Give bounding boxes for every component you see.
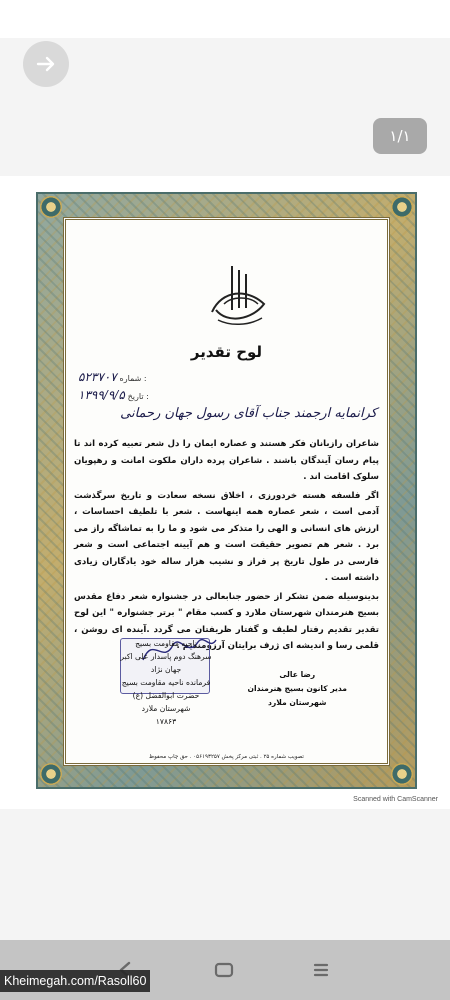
paragraph: شاعران رازبانان فکر هستند و عصاره ایمان را دل شعر تعبیه کرده اند تا پیام رسان آیندگان باشند . شاعران پرده داران ملکوت امانت و رهپویان سلوک اقامت اند . (74, 439, 379, 482)
menu-lines-icon (313, 962, 329, 978)
signer-left-line1: سرهنگ دوم پاسدار علی اکبر جهان نژاد (120, 652, 212, 674)
addressee: کرانمایه ارجمند جناب آقای رسول جهان رحمانی (120, 406, 377, 421)
calligraphy-emblem-icon (202, 260, 276, 332)
stamp-text: ناحیه مقاومت بسیج (135, 639, 197, 648)
date-row (74, 388, 149, 402)
date-value: ۱۳۹۹/۹/۵ (78, 388, 125, 402)
paragraph: اگر فلسفه هسته خردورزی ، اخلاق نسخه سعادت و تاریخ سرگذشت آدمی است ، شعر عصاره همه اینهاست . شعر با تلطیف احساسات ، ارزش های انسانی و الهی را متذکر می شود و ما را به تماشاگه راز می برد . شعر هم تصویر حقیقت است و هم آیینه اجتماعی است و شعر فارسی در طول تاریخ پر فراز و نشیب هزار ساله خود یادگاران زیادی داشته است . (74, 490, 379, 583)
arrow-right-icon (35, 53, 57, 75)
number-row (74, 370, 147, 384)
signer-left (118, 637, 214, 728)
signer-left-line2: فرمانده ناحیه مقاومت بسیج حضرت ابوالفضل (ع) (121, 678, 211, 700)
corner-ornament (391, 763, 413, 785)
page-counter: ۱/۱ (373, 118, 427, 154)
top-bar (0, 0, 450, 38)
paragraph: بدینوسیله ضمن تشکر از حضور جنابعالی در جشنواره شعر دفاع مقدس بسیج هنرمندان شهرستان ملارد و کسب مقام " برتر جشنواره " این لوح تقدیر تقدیم رفتار لطیف و گفتار ظریفتان می گردد .آینده ای روشن ، قلمی رسا و اندیشه ای ژرف برایتان آرزومندیم . (74, 591, 379, 651)
corner-ornament (40, 196, 62, 218)
certificate-body (74, 436, 379, 657)
print-footnote: تصویب شماره ۲۵ . ثبتی مرکز پخش ۰۵۶۱۹۳۲۵۷ . حق چاپ محفوظ (149, 754, 304, 760)
document-page (0, 176, 450, 809)
certificate-content (63, 217, 390, 766)
date-label: تاریخ : (127, 392, 149, 401)
nav-recents-button[interactable] (304, 954, 338, 986)
signer-right-name: رضا عالی (279, 670, 316, 679)
nav-home-button[interactable] (207, 954, 241, 986)
signer-right-title: مدیر کانون بسیج هنرمندان (247, 684, 347, 693)
decorative-frame (36, 192, 417, 789)
number-label: شماره : (119, 374, 147, 383)
corner-ornament (40, 763, 62, 785)
corner-ornament (391, 196, 413, 218)
number-value: ۵۲۳۷۰۷ (78, 370, 117, 384)
forward-button[interactable] (23, 41, 69, 87)
signer-right-city: شهرستان ملارد (268, 698, 327, 707)
signer-left-line3: شهرستان ملارد (141, 704, 191, 713)
certificate-title: لوح تقدیر (190, 343, 263, 361)
signer-right (248, 668, 347, 710)
stamp-number: ۱۷۸۶۳ (155, 717, 177, 726)
home-square-icon (214, 962, 234, 978)
scanner-note: Scanned with CamScanner (353, 796, 438, 803)
watermark: Kheimegah.com/Rasoll60 (0, 970, 150, 992)
